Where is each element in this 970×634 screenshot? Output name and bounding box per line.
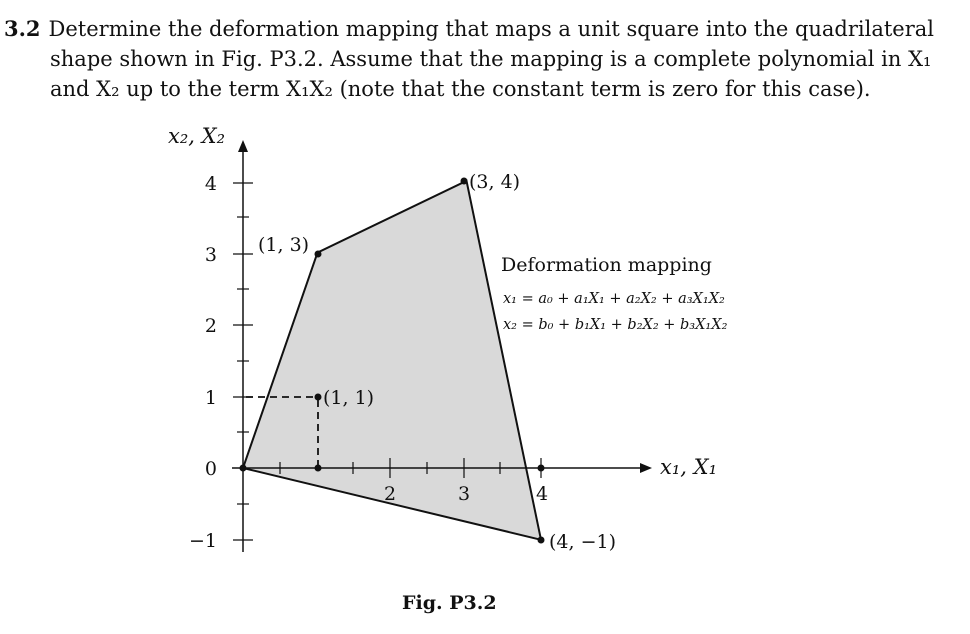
mapping-equation-1: x₁ = a₀ + a₁X₁ + a₂X₂ + a₃X₁X₂ (503, 291, 725, 307)
point-1-3 (315, 251, 322, 258)
y-tick-label-minus1: −1 (188, 530, 217, 552)
point-origin (240, 465, 247, 472)
point-4-minus1 (538, 537, 545, 544)
y-axis-arrow (238, 140, 248, 152)
figure-caption: Fig. P3.2 (402, 592, 497, 614)
y-tick-label-4: 4 (204, 173, 217, 195)
mapping-title: Deformation mapping (501, 254, 712, 276)
x-axis-arrow (640, 463, 652, 473)
point-1-0 (315, 465, 322, 472)
y-tick-label-0: 0 (204, 458, 217, 480)
label-1-3: (1, 3) (258, 234, 310, 256)
y-tick-label-3: 3 (204, 244, 217, 266)
point-4-0 (538, 465, 545, 472)
x-tick-label-4: 4 (535, 483, 549, 505)
problem-number: 3.2 (4, 16, 41, 41)
x-tick-label-2: 2 (383, 483, 397, 505)
label-1-1: (1, 1) (323, 387, 375, 409)
label-4-minus1: (4, −1) (549, 531, 617, 553)
point-1-1 (315, 394, 322, 401)
label-3-4: (3, 4) (469, 171, 521, 193)
mapping-equation-2: x₂ = b₀ + b₁X₁ + b₂X₂ + b₃X₁X₂ (503, 317, 728, 333)
x-axis-label: x₁, X₁ (660, 455, 717, 479)
problem-line-3: and X₂ up to the term X₁X₂ (note that the constant term is zero for this case). (50, 77, 871, 101)
problem-line-2: shape shown in Fig. P3.2. Assume that the mapping is a complete polynomial in X₁ (50, 47, 932, 71)
y-tick-label-1: 1 (204, 387, 217, 409)
problem-text-1: Determine the deformation mapping that maps a unit square into the quadrilateral (48, 17, 935, 41)
x-tick-label-3: 3 (457, 483, 471, 505)
y-axis-label: x₂, X₂ (168, 124, 225, 148)
y-tick-label-2: 2 (204, 315, 217, 337)
point-3-4 (461, 178, 468, 185)
